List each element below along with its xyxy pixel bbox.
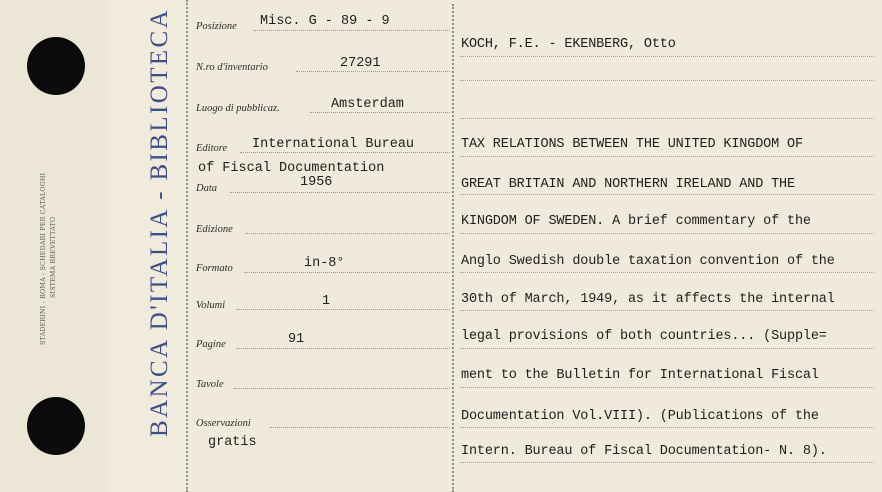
field-posizione xyxy=(196,14,450,34)
dotted-rule xyxy=(460,156,874,157)
punch-hole-bottom xyxy=(27,397,85,455)
field-label: Volumi xyxy=(196,300,226,311)
dotted-rule xyxy=(460,233,874,234)
dotted-line xyxy=(240,152,450,153)
dotted-rule xyxy=(460,272,874,273)
field-formato xyxy=(196,256,450,276)
field-edizione xyxy=(196,217,450,237)
dotted-rule xyxy=(460,56,874,57)
field-label: Data xyxy=(196,183,217,194)
field-value: 1956 xyxy=(300,175,333,190)
dotted-line xyxy=(246,233,450,234)
dotted-rule xyxy=(460,427,874,428)
entry-line: legal provisions of both countries... (Supple= xyxy=(461,329,827,344)
fields-column xyxy=(186,0,454,492)
column-divider xyxy=(452,4,454,492)
entry-line: Documentation Vol.VIII). (Publications of the xyxy=(461,409,819,424)
field-value: Amsterdam xyxy=(331,97,404,112)
field-label: Pagine xyxy=(196,339,226,350)
field-label: Edizione xyxy=(196,224,233,235)
binding-strip xyxy=(0,0,109,492)
entry-line: GREAT BRITAIN AND NORTHERN IRELAND AND THE xyxy=(461,177,795,192)
field-value: 1 xyxy=(322,294,331,309)
field-value: International Bureau xyxy=(252,137,415,152)
field-editore-continued xyxy=(196,156,450,176)
field-value: 91 xyxy=(288,332,305,347)
field-tavole xyxy=(196,372,450,392)
field-inventario xyxy=(196,55,450,75)
dotted-rule xyxy=(460,310,874,311)
field-value: 27291 xyxy=(340,56,381,71)
printer-imprint-sub: SISTEMA BREVETTATO xyxy=(50,216,57,298)
field-volumi xyxy=(196,293,450,313)
dotted-rule xyxy=(460,80,874,81)
field-value: gratis xyxy=(208,435,257,450)
field-label: Posizione xyxy=(196,21,237,32)
entry-line: TAX RELATIONS BETWEEN THE UNITED KINGDOM OF xyxy=(461,137,803,152)
dotted-line xyxy=(234,388,450,389)
field-label: N.ro d'inventario xyxy=(196,62,268,73)
dotted-rule xyxy=(460,387,874,388)
dotted-line xyxy=(236,348,450,349)
field-label: Luogo di pubblicaz. xyxy=(196,103,280,114)
dotted-line xyxy=(244,272,450,273)
printer-imprint: STADERINI - ROMA - SCHEDARI PER CATALOGHI xyxy=(40,172,47,345)
field-osservazioni xyxy=(196,411,450,431)
dotted-rule xyxy=(460,348,874,349)
field-label: Editore xyxy=(196,143,228,154)
entry-line: KINGDOM OF SWEDEN. A brief commentary of the xyxy=(461,214,811,229)
field-label: Osservazioni xyxy=(196,418,251,429)
field-editore xyxy=(196,136,450,156)
dotted-rule xyxy=(460,194,874,195)
field-pagine xyxy=(196,332,450,352)
dotted-line xyxy=(230,192,450,193)
author-line: KOCH, F.E. - EKENBERG, Otto xyxy=(461,37,676,52)
field-value: of Fiscal Documentation xyxy=(198,161,385,176)
field-osservazioni-value xyxy=(196,432,450,452)
field-value: Misc. G - 89 - 9 xyxy=(260,14,390,29)
entry-column xyxy=(456,0,882,492)
dotted-rule xyxy=(460,462,874,463)
library-title: BANCA D'ITALIA - BIBLIOTECA xyxy=(146,7,173,437)
entry-line: Intern. Bureau of Fiscal Documentation- N. 8). xyxy=(461,444,827,459)
field-label: Formato xyxy=(196,263,233,274)
punch-hole-top xyxy=(27,37,85,95)
entry-line: ment to the Bulletin for International Fiscal xyxy=(461,368,819,383)
entry-line: Anglo Swedish double taxation convention of the xyxy=(461,254,835,269)
dotted-line xyxy=(236,309,450,310)
field-data xyxy=(196,176,450,196)
field-label: Tavole xyxy=(196,379,224,390)
field-luogo xyxy=(196,96,450,116)
field-value: in-8° xyxy=(304,256,345,271)
dotted-line xyxy=(296,71,450,72)
dotted-line xyxy=(310,112,450,113)
dotted-line xyxy=(254,30,450,31)
dotted-line xyxy=(270,427,450,428)
dotted-rule xyxy=(460,118,874,119)
entry-line: 30th of March, 1949, as it affects the internal xyxy=(461,292,835,307)
